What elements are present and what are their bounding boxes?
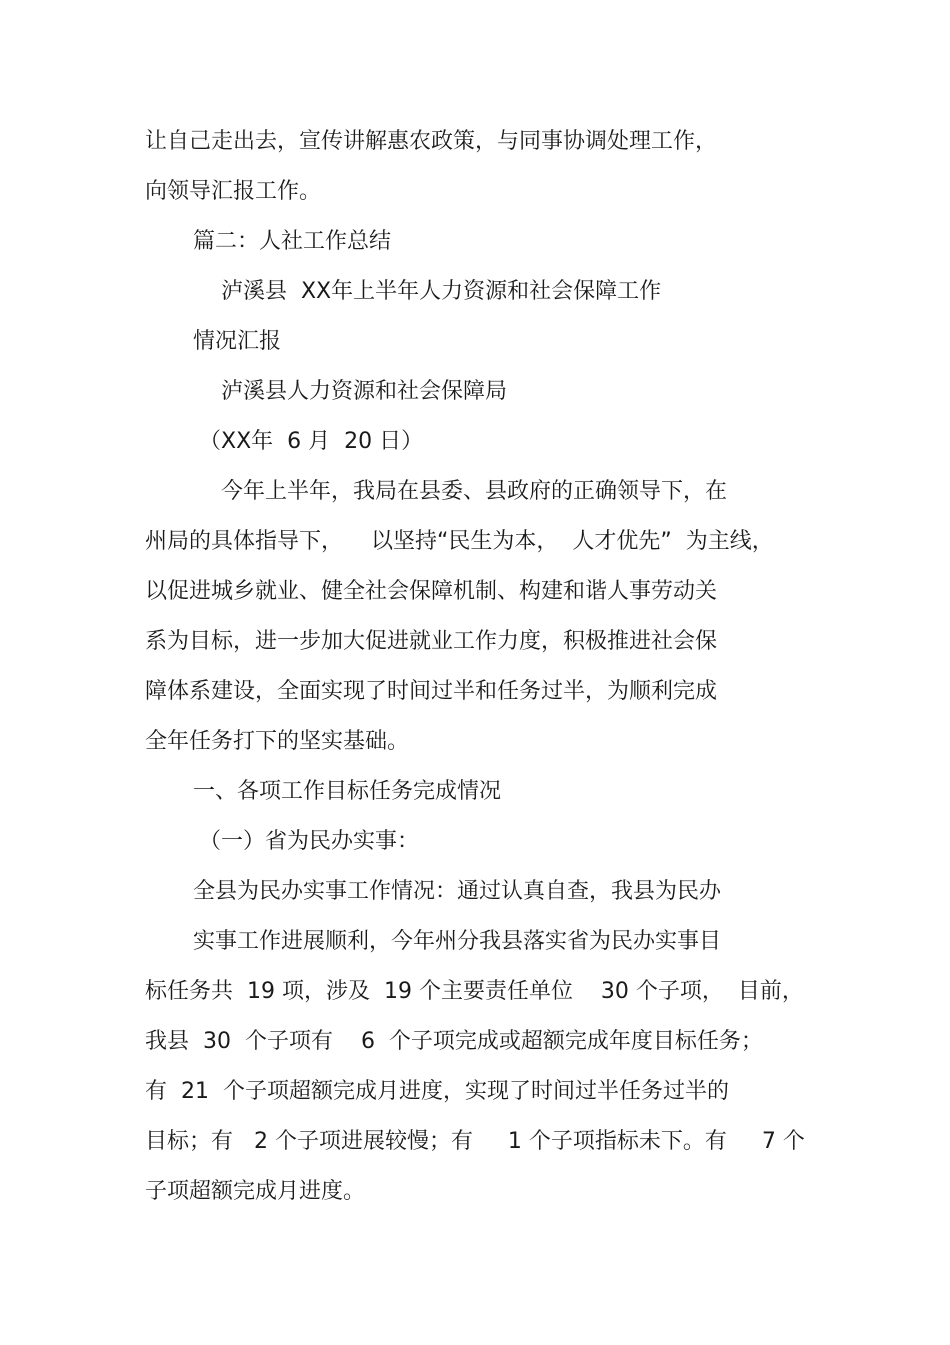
body-text-line: 全年任务打下的坚实基础。 — [145, 729, 410, 754]
body-text-line: 子项超额完成月进度。 — [145, 1179, 366, 1204]
issuing-authority: 泸溪县人力资源和社会保障局 — [221, 379, 508, 404]
body-text-line: 有 21 个子项超额完成月进度，实现了时间过半任务过半的 — [145, 1079, 729, 1104]
report-title-line: 泸溪县 XX年上半年人力资源和社会保障工作 — [221, 279, 662, 304]
body-text-line: 我县 30 个子项有 6 个子项完成或超额完成年度目标任务； — [145, 1029, 763, 1054]
report-title-line: 情况汇报 — [193, 329, 282, 354]
section-heading: 一、各项工作目标任务完成情况 — [193, 779, 502, 804]
subsection-heading: （一）省为民办实事： — [199, 829, 420, 854]
body-text-line: 向领导汇报工作。 — [145, 179, 322, 204]
body-text-line: 今年上半年，我局在县委、县政府的正确领导下，在 — [221, 479, 728, 504]
body-text-line: 全县为民办实事工作情况：通过认真自查，我县为民办 — [193, 879, 722, 904]
body-text-line: 以促进城乡就业、健全社会保障机制、构建和谐人事劳动关 — [145, 579, 718, 604]
report-date: （XX年 6 月 20 日） — [199, 429, 424, 454]
body-text-line: 系为目标，进一步加大促进就业工作力度，积极推进社会保 — [145, 629, 718, 654]
body-text-line: 目标；有 2 个子项进展较慢；有 1 个子项指标未下。有 7 个 — [145, 1129, 805, 1154]
body-text-line: 实事工作进展顺利，今年州分我县落实省为民办实事目 — [193, 929, 722, 954]
body-text-line: 州局的具体指导下， 以坚持“民生为本， 人才优先” 为主线， — [145, 529, 774, 554]
section-heading: 篇二：人社工作总结 — [193, 229, 392, 254]
body-text-line: 标任务共 19 项，涉及 19 个主要责任单位 30 个子项， 目前， — [145, 979, 804, 1004]
body-text-line: 障体系建设，全面实现了时间过半和任务过半，为顺利完成 — [145, 679, 718, 704]
body-text-line: 让自己走出去，宣传讲解惠农政策，与同事协调处理工作， — [145, 129, 718, 154]
